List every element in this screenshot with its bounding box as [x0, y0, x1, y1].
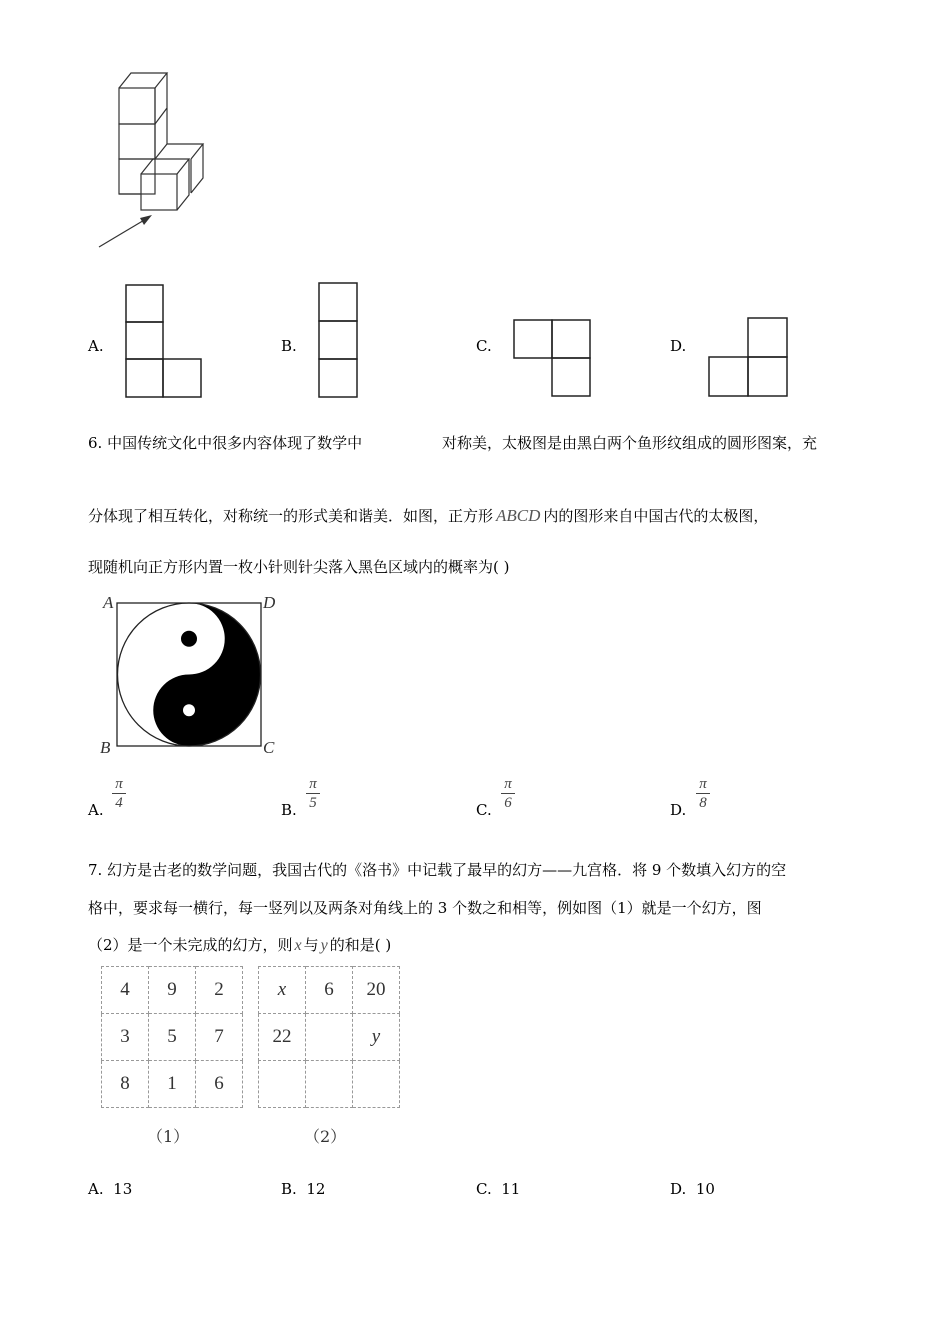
q7-var-y: y: [320, 937, 328, 954]
table-row: [259, 1014, 400, 1061]
cell: 9: [149, 967, 196, 1014]
q6-line2-part2: 内的图形来自中国古代的太极图，: [543, 507, 769, 525]
q5-option-d-view: [708, 317, 798, 407]
q6-square-name: ABCD: [496, 506, 541, 525]
q6-option-a-denominator: 4: [115, 795, 123, 811]
q7-line3-part1: （2）是一个未完成的幻方，则: [88, 936, 293, 954]
q5-option-c-label[interactable]: C.: [476, 337, 492, 355]
table-row: [259, 967, 400, 1014]
q6-option-c-label[interactable]: C.: [476, 801, 492, 819]
cube-stack-figure: [0, 0, 950, 260]
q6-line1-part1: 6. 中国传统文化中很多内容体现了数学中: [88, 434, 363, 452]
q6-option-a-fraction: [112, 776, 126, 811]
q5-option-a-label[interactable]: A.: [88, 337, 104, 355]
q7-option-d-label: D.: [670, 1180, 687, 1198]
q7-option-d[interactable]: [670, 1180, 715, 1198]
q5-option-b-label[interactable]: B.: [281, 337, 297, 355]
q7-option-c-value: 11: [501, 1180, 521, 1198]
q7-var-x: x: [294, 937, 302, 954]
table-row: [102, 967, 243, 1014]
q7-line2: 格中，要求每一横行，每一竖列以及两条对角线上的 3 个数之和相等，例如图（1）就是一个幻方，图: [88, 899, 762, 917]
q7-line3-part3: 的和是( ): [329, 936, 392, 954]
cell: 20: [353, 967, 400, 1014]
taiji-figure: [95, 590, 285, 755]
q7-option-b[interactable]: [281, 1180, 325, 1198]
cell: x: [259, 967, 306, 1014]
table-row: [102, 1061, 243, 1108]
caption-figure-2: （2）: [304, 1127, 347, 1146]
cell: [259, 1061, 306, 1108]
cell: 7: [196, 1014, 243, 1061]
cell: 8: [102, 1061, 149, 1108]
q6-line2-part1: 分体现了相互转化，对称统一的形式美和谐美．如图，正方形: [88, 507, 494, 525]
cell: 6: [196, 1061, 243, 1108]
q5-option-b-view: [318, 282, 368, 402]
cell: [306, 1061, 353, 1108]
q6-option-c-fraction: [501, 776, 515, 811]
q6-option-d-label[interactable]: D.: [670, 801, 687, 819]
q6-option-b-denominator: 5: [309, 795, 317, 811]
q7-option-a-label: A.: [88, 1180, 104, 1198]
cell: 4: [102, 967, 149, 1014]
q6-line2: [88, 506, 768, 526]
cell: 5: [149, 1014, 196, 1061]
cell: y: [353, 1014, 400, 1061]
cell: 3: [102, 1014, 149, 1061]
q6-option-d-fraction: [696, 776, 710, 811]
q7-option-c[interactable]: [476, 1180, 520, 1198]
q6-line1-part2: 对称美，太极图是由黑白两个鱼形纹组成的圆形图案，充: [442, 434, 818, 452]
q7-option-b-value: 12: [306, 1180, 326, 1198]
corner-label-a: A: [103, 593, 114, 612]
cell: 6: [306, 967, 353, 1014]
q5-option-d-label[interactable]: D.: [670, 337, 687, 355]
q7-line1: 7. 幻方是古老的数学问题，我国古代的《洛书》中记载了最早的幻方——九宫格．将 9 个数填入幻方的空: [88, 861, 787, 879]
q6-line3: 现随机向正方形内置一枚小针则针尖落入黑色区域内的概率为( ): [88, 558, 510, 576]
q7-option-a[interactable]: [88, 1180, 132, 1198]
q6-option-c-denominator: 6: [504, 795, 512, 811]
q5-option-a-view: [125, 284, 205, 404]
q7-option-c-label: C.: [476, 1180, 492, 1198]
q7-line3-part2: 与: [303, 936, 319, 954]
cell: 22: [259, 1014, 306, 1061]
cell: 2: [196, 967, 243, 1014]
q7-option-b-label: B.: [281, 1180, 297, 1198]
caption-figure-1: （1）: [147, 1127, 190, 1146]
corner-label-c: C: [263, 738, 275, 757]
q6-option-a-numerator: π: [115, 776, 123, 792]
table-row: [102, 1014, 243, 1061]
q6-option-d-denominator: 8: [699, 795, 707, 811]
cell: 1: [149, 1061, 196, 1108]
cell: [353, 1061, 400, 1108]
q6-option-c-numerator: π: [504, 776, 512, 792]
q6-option-d-numerator: π: [699, 776, 707, 792]
q7-option-a-value: 13: [113, 1180, 133, 1198]
corner-label-b: B: [100, 738, 111, 757]
q7-option-d-value: 10: [695, 1180, 715, 1198]
table-row: [259, 1061, 400, 1108]
q7-line3: [88, 935, 391, 956]
q6-option-b-numerator: π: [309, 776, 317, 792]
q6-option-a-label[interactable]: A.: [88, 801, 104, 819]
q6-option-b-fraction: [306, 776, 320, 811]
cell: [306, 1014, 353, 1061]
q5-option-c-view: [513, 319, 603, 409]
q6-option-b-label[interactable]: B.: [281, 801, 297, 819]
magic-square-1: [101, 966, 243, 1108]
corner-label-d: D: [263, 593, 276, 612]
magic-square-2: [258, 966, 400, 1108]
